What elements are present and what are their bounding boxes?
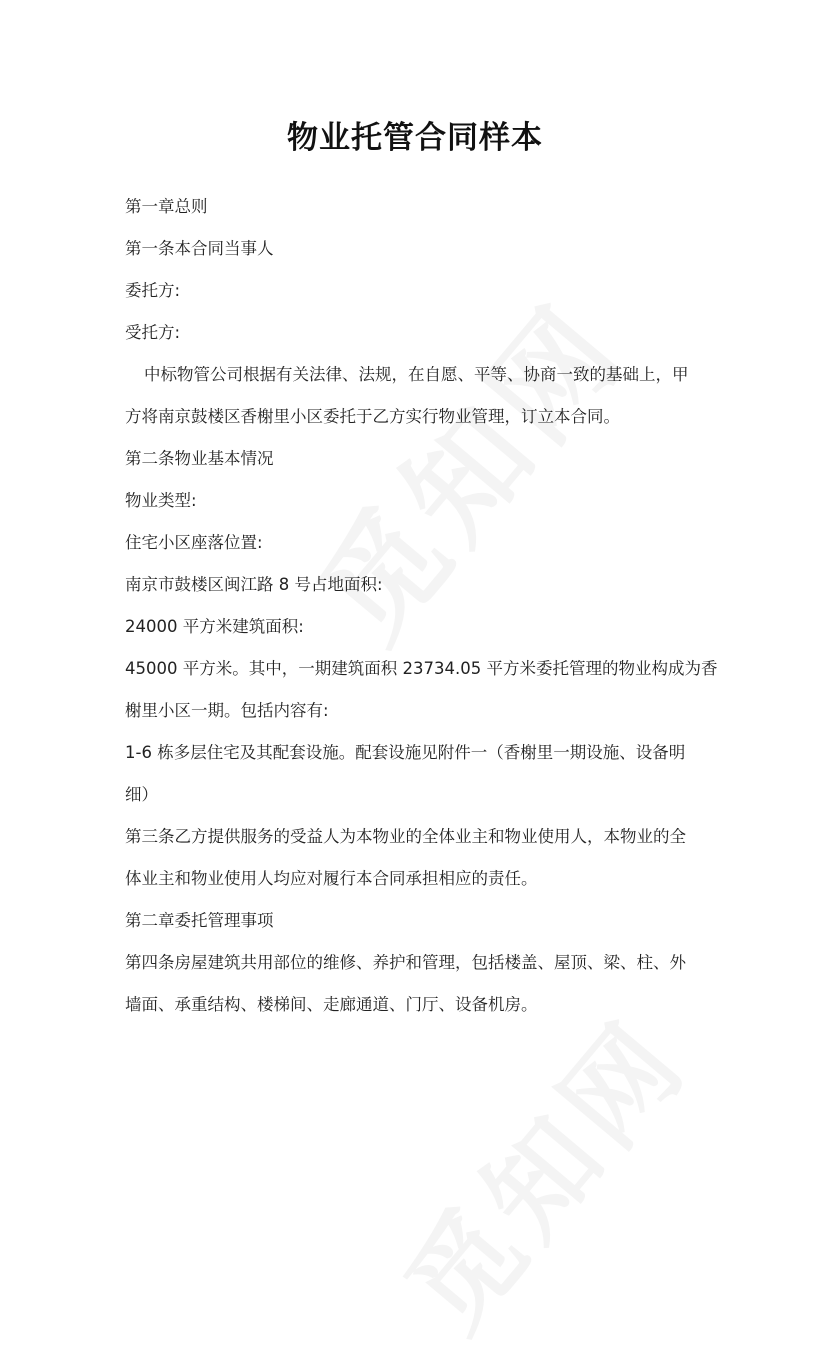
paragraph-line: 榭里小区一期。包括内容有:: [125, 701, 329, 720]
paragraph-line: 墙面、承重结构、楼梯间、走廊通道、门厅、设备机房。: [125, 995, 538, 1014]
paragraph-line: 方将南京鼓楼区香榭里小区委托于乙方实行物业管理，订立本合同。: [125, 407, 620, 426]
document-body: [125, 189, 718, 1024]
paragraph-line: 物业类型:: [125, 491, 197, 510]
paragraph-line: 1-6 栋多层住宅及其配套设施。配套设施见附件一（香榭里一期设施、设备明: [125, 743, 686, 762]
paragraph-line: 45000 平方米。其中，一期建筑面积 23734.05 平方米委托管理的物业构成为香: [125, 659, 718, 678]
paragraph-line: 体业主和物业使用人均应对履行本合同承担相应的责任。: [125, 869, 538, 888]
watermark: [364, 980, 716, 1357]
chapter-heading: 第二章委托管理事项: [125, 911, 274, 930]
paragraph-line: 受托方:: [125, 323, 181, 342]
paragraph-line: 24000 平方米建筑面积:: [125, 617, 304, 636]
paragraph-line: 细）: [125, 785, 158, 804]
article-heading: 第二条物业基本情况: [125, 449, 274, 468]
paragraph-line: 第四条房屋建筑共用部位的维修、养护和管理，包括楼盖、屋顶、梁、柱、外: [125, 953, 686, 972]
paragraph-line: 中标物管公司根据有关法律、法规，在自愿、平等、协商一致的基础上，甲: [144, 365, 689, 384]
article-heading: 第一条本合同当事人: [125, 239, 274, 258]
paragraph-line: 委托方:: [125, 281, 181, 300]
document-title: 物业托管合同样本: [287, 120, 543, 156]
chapter-heading: 第一章总则: [125, 197, 208, 216]
paragraph-line: 住宅小区座落位置:: [125, 533, 263, 552]
paragraph-line: 第三条乙方提供服务的受益人为本物业的全体业主和物业使用人，本物业的全: [125, 827, 686, 846]
paragraph-line: 南京市鼓楼区闽江路 8 号占地面积:: [125, 575, 383, 594]
